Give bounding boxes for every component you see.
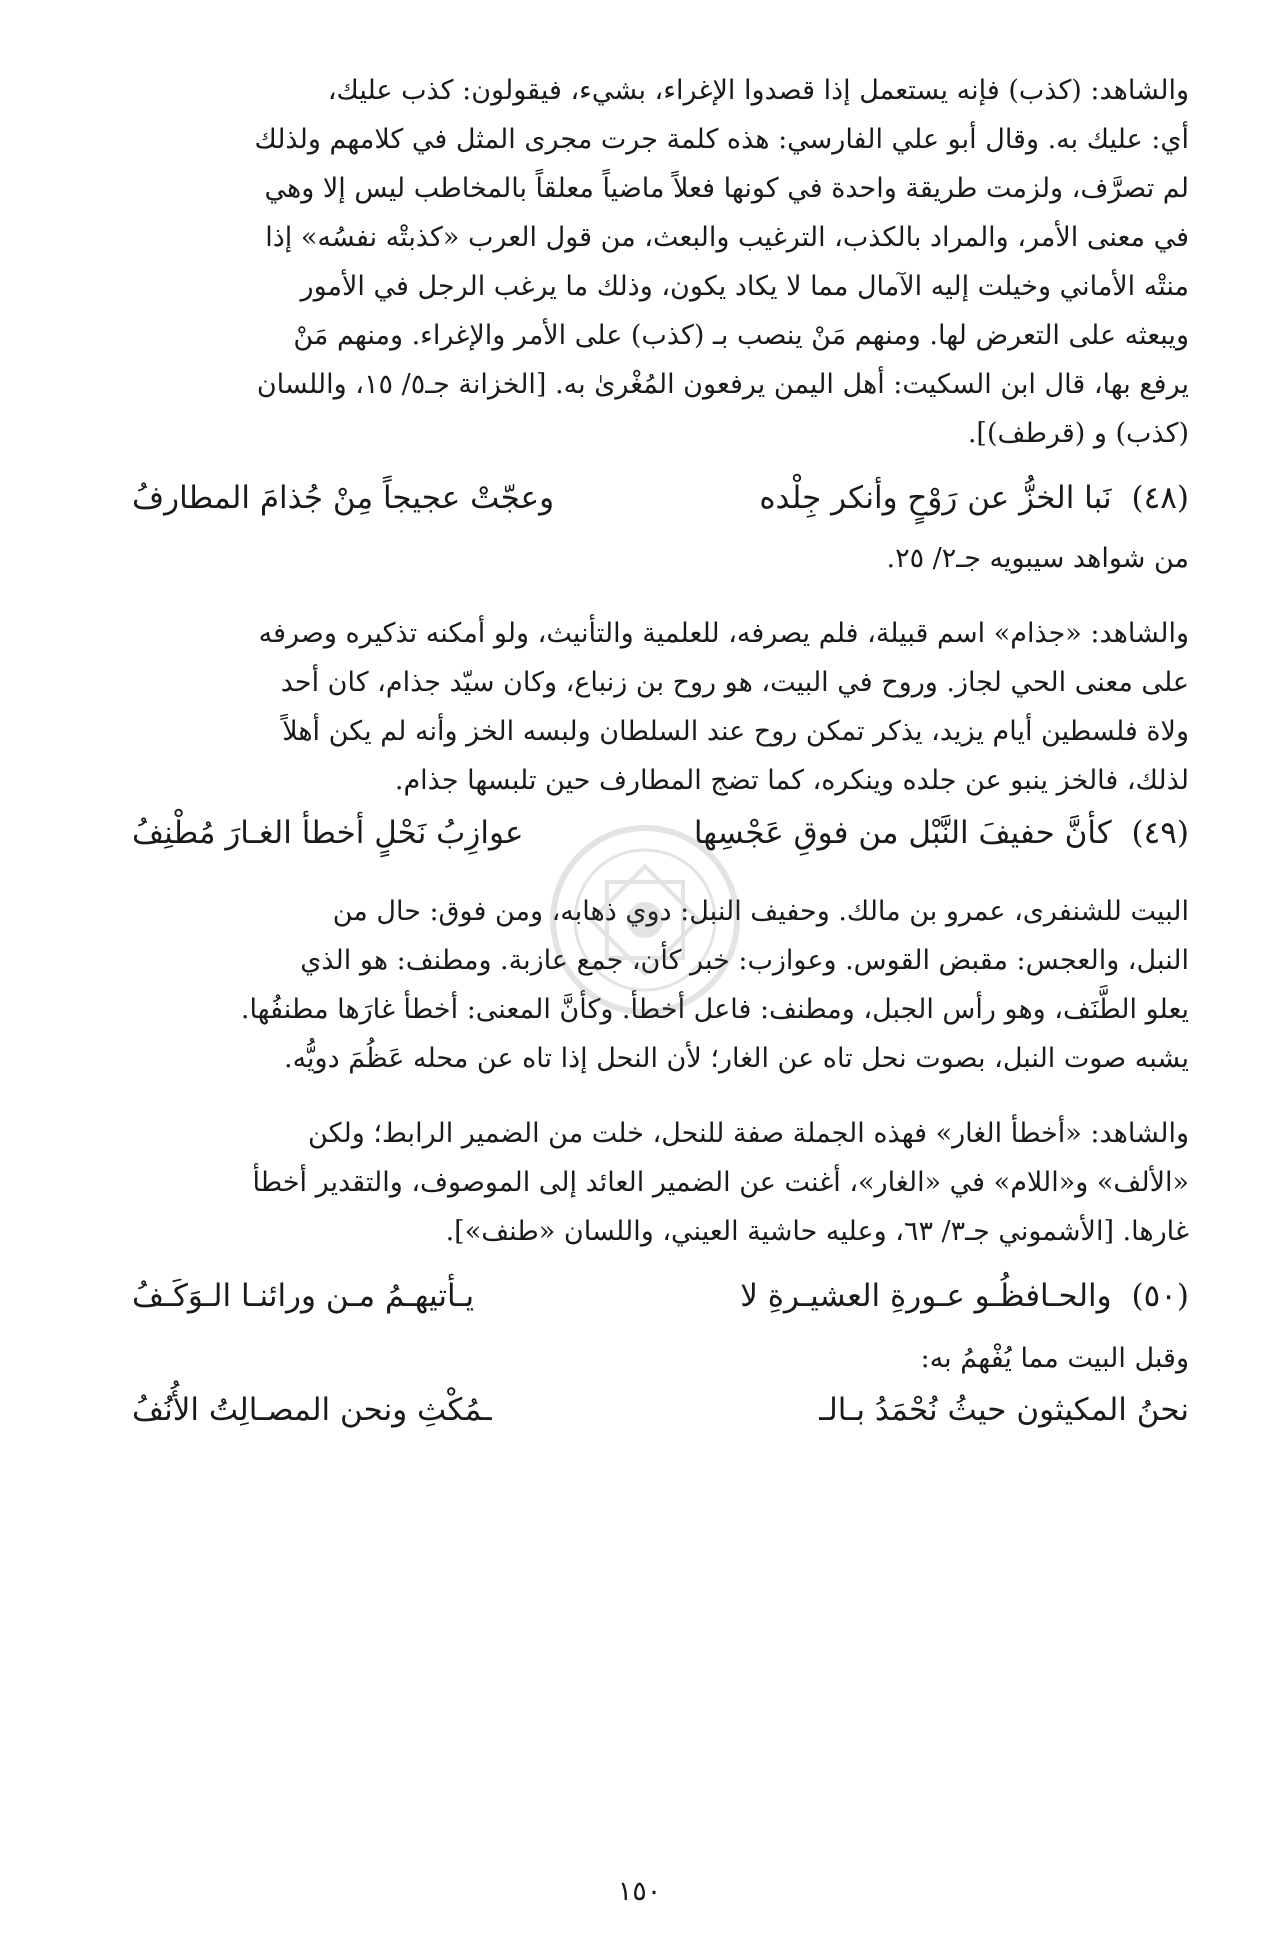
verse-number: (٤٨) — [1131, 480, 1189, 516]
commentary-line: غارها. [الأشموني جـ٣/ ٦٣، وعليه حاشية العيني، واللسان «طنف»]. — [445, 1216, 1189, 1247]
commentary-line: ويبعثه على التعرض لها. ومنهم مَنْ ينصب بـ (كذب) على الأمر والإغراء. ومنهم مَنْ — [293, 320, 1189, 351]
commentary-line: لم تصرَّف، ولزمت طريقة واحدة في كونها فعلاً ماضياً معلقاً بالمخاطب ليس إلا وهي — [264, 173, 1189, 204]
verse-50-preceding-verse — [90, 1382, 1189, 1438]
verse-number: (٥٠) — [1131, 1278, 1189, 1314]
commentary-line: منتْه الأماني وخيلت إليه الآمال مما لا يكاد يكون، وذلك ما يرغب الرجل في الأمور — [300, 271, 1189, 302]
verse-48-source: من شواهد سيبويه جـ٢/ ٢٥. — [886, 543, 1189, 574]
commentary-line: البيت للشنفرى، عمرو بن مالك. وحفيف النبل: دوي ذهابه، ومن فوق: حال من — [332, 896, 1189, 927]
hemistich-text: كأنَّ حفيفَ النَّبْل من فوقِ عَجْسِها — [693, 815, 1112, 851]
verse-48-right-hemistich — [759, 470, 1189, 526]
commentary-line: والشاهد: «جذام» اسم قبيلة، فلم يصرفه، للعلمية والتأنيث، ولو أمكنه تذكيره وصرفه — [258, 618, 1189, 649]
verse-49-right-hemistich — [694, 805, 1189, 861]
commentary-block-2 — [90, 609, 1189, 805]
commentary-line: أي: عليك به. وقال أبو علي الفارسي: هذه كلمة جرت مجرى المثل في كلامهم ولذلك — [254, 124, 1189, 155]
verse-50-right-hemistich — [740, 1268, 1189, 1324]
preceding-verse-left-hemistich: ـمُكْثِ ونحن المصـالِتُ الأُنُفُ — [132, 1392, 492, 1428]
commentary-line: والشاهد: «أخطأ الغار» فهذه الجملة صفة للنحل، خلت من الضمير الرابط؛ ولكن — [308, 1118, 1189, 1149]
commentary-block-1 — [90, 66, 1189, 458]
commentary-line: «الألف» و«اللام» في «الغار»، أغنت عن الضمير العائد إلى الموصوف، والتقدير أخطأ — [252, 1167, 1189, 1198]
commentary-line: النبل، والعجس: مقبض القوس. وعوازب: خبر كأن، جمع عازبة. ومطنف: هو الذي — [300, 945, 1189, 976]
verse-number: (٤٩) — [1131, 815, 1189, 851]
commentary-block-3 — [90, 887, 1189, 1083]
verse-49 — [90, 805, 1189, 861]
verse-50-prelude: وقبل البيت مما يُفْهمُ به: — [920, 1343, 1189, 1374]
page-number: ١٥٠ — [617, 1876, 662, 1907]
preceding-verse-right-hemistich: نحنُ المكيثون حيثُ نُحْمَدُ بـالـ — [819, 1392, 1189, 1428]
verse-49-left-hemistich: عوازِبُ نَحْلٍ أخطأ الغـارَ مُطْنِفُ — [132, 815, 524, 851]
verse-48 — [90, 470, 1189, 526]
commentary-line: يعلو الطَّنَف، وهو رأس الجبل، ومطنف: فاعل أخطأ. وكأنَّ المعنى: أخطأ غارَها مطنفُها. — [240, 994, 1189, 1025]
verse-48-left-hemistich: وعجّتْ عجيجاً مِنْ جُذامَ المطارفُ — [132, 480, 555, 516]
commentary-block-4 — [90, 1109, 1189, 1256]
verse-50-left-hemistich: يـأتيهـمُ مـن ورائنـا الـوَكَـفُ — [132, 1278, 475, 1314]
commentary-line: في معنى الأمر، والمراد بالكذب، الترغيب والبعث، من قول العرب «كذبتْه نفسُه» إذا — [265, 222, 1189, 253]
commentary-line: لذلك، فالخز ينبو عن جلده وينكره، كما تضج المطارف حين تلبسها جذام. — [394, 765, 1189, 796]
commentary-line: ولاة فلسطين أيام يزيد، يذكر تمكن روح عند السلطان ولبسه الخز وأنه لم يكن أهلاً — [282, 716, 1189, 747]
commentary-line: يشبه صوت النبل، بصوت نحل تاه عن الغار؛ لأن النحل إذا تاه عن محله عَظُمَ دويُّه. — [283, 1043, 1189, 1074]
commentary-line: والشاهد: (كذب) فإنه يستعمل إذا قصدوا الإغراء، بشيء، فيقولون: كذب عليك، — [327, 75, 1189, 106]
commentary-line: على معنى الحي لجاز. وروح في البيت، هو روح بن زنباع، وكان سيّد جذام، كان أحد — [280, 667, 1189, 698]
hemistich-text: والحـافظُـو عـورةِ العشيـرةِ لا — [740, 1278, 1112, 1314]
commentary-line: (كذب) و (قرطف)]. — [967, 418, 1189, 449]
verse-50 — [90, 1268, 1189, 1324]
hemistich-text: نَبا الخزُّ عن رَوْحٍ وأنكر جِلْده — [759, 480, 1112, 516]
commentary-line: يرفع بها، قال ابن السكيت: أهل اليمن يرفعون المُغْرىٰ به. [الخزانة جـ٥/ ١٥، واللسان — [256, 369, 1189, 400]
